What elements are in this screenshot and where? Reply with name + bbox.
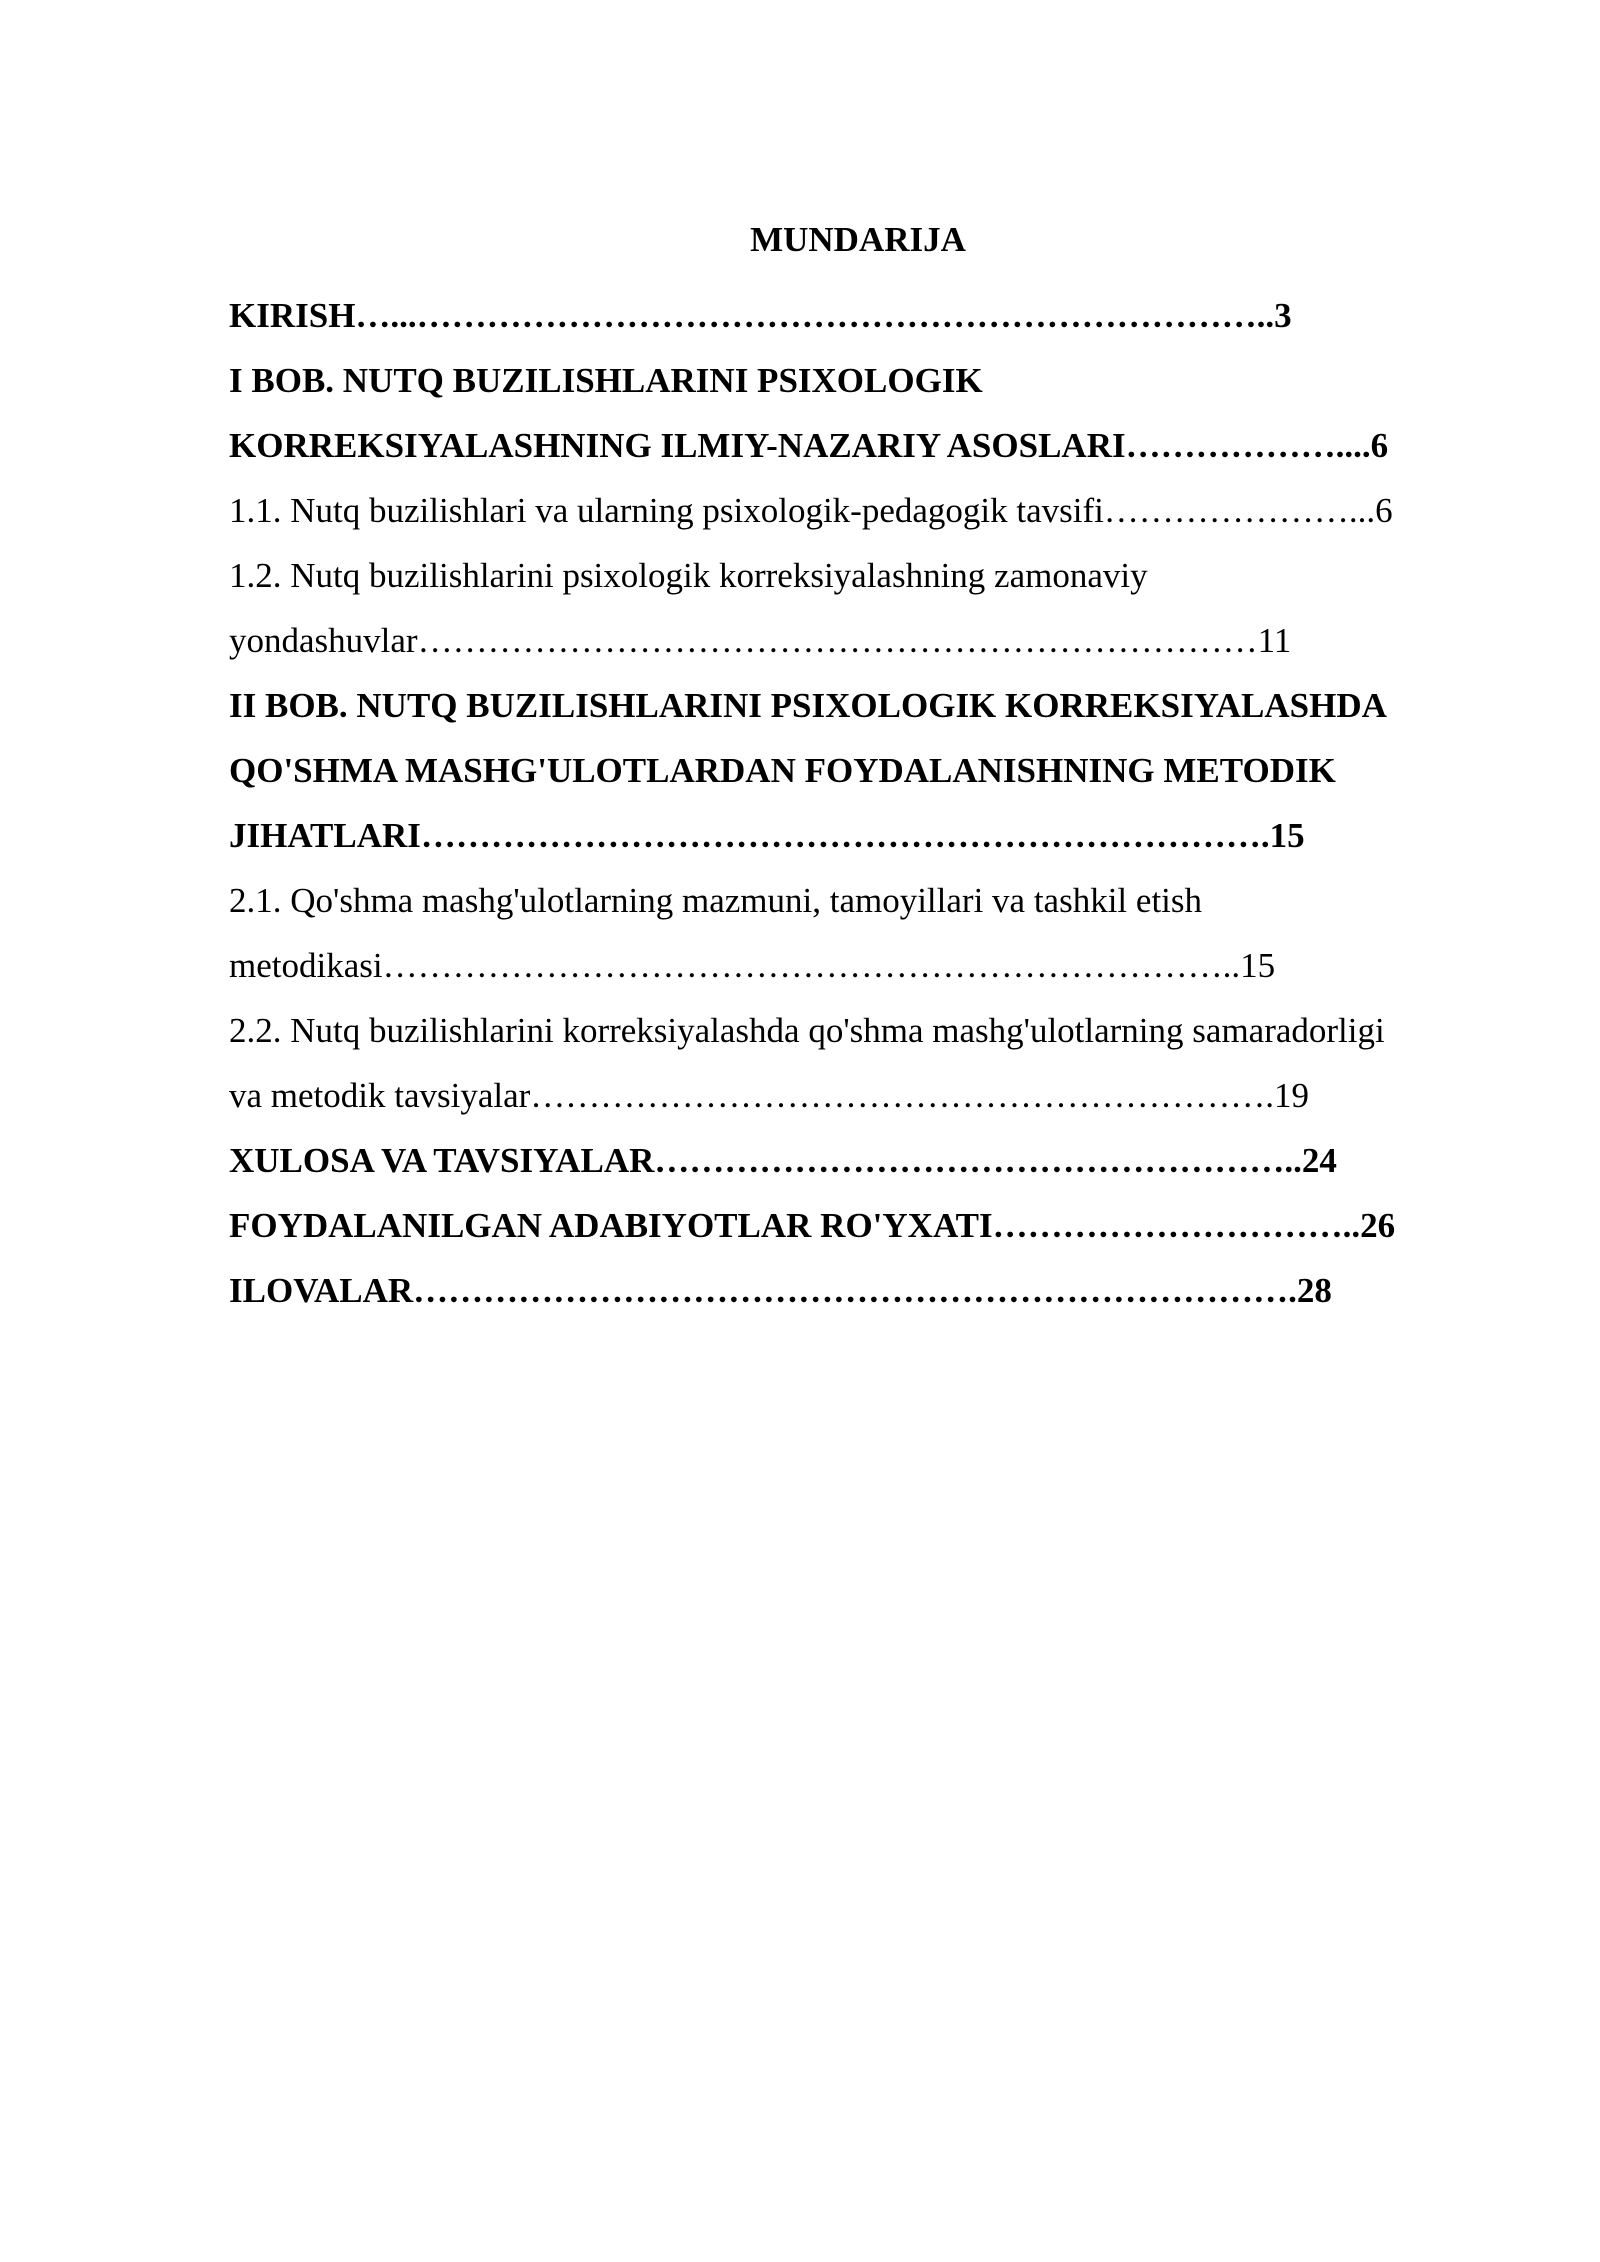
toc-entry-ilovalar: ILOVALAR………………………………………………………………….28 [229, 1271, 1332, 1310]
toc-entry-xulosa: XULOSA VA TAVSIYALAR………………………………………………..24 [229, 1141, 1337, 1180]
toc-entry-chapter-2-title-line-3: JIHATLARI……………………………………………………………….15 [229, 816, 1305, 855]
toc-entry-section-2-2-line-2: va metodik tavsiyalar……………………………………………………….19 [229, 1076, 1310, 1115]
toc-entry-section-2-2-line-1: 2.2. Nutq buzilishlarini korreksiyalashda qo'shma mashg'ulotlarning samaradorligi [229, 1011, 1385, 1050]
toc-entry-section-1-2-line-2: yondashuvlar………………………………………………………………11 [229, 621, 1292, 660]
toc-entry-section-1-1: 1.1. Nutq buzilishlari va ularning psixologik-pedagogik tavsifi…………………...6 [229, 491, 1393, 530]
toc-entry-chapter-2-title-line-2: QO'SHMA MASHG'ULOTLARDAN FOYDALANISHNING METODIK [229, 751, 1336, 790]
toc-entry-chapter-1-title-line-2: KORREKSIYALASHNING ILMIY-NAZARIY ASOSLARI………………....6 [229, 426, 1389, 465]
toc-entry-kirish: KIRISH…...………………………………………………………………..3 [229, 296, 1292, 335]
toc-entry-section-2-1-line-1: 2.1. Qo'shma mashg'ulotlarning mazmuni, tamoyillari va tashkil etish [229, 881, 1203, 920]
toc-entry-section-1-2-line-1: 1.2. Nutq buzilishlarini psixologik korreksiyalashning zamonaviy [229, 556, 1148, 595]
toc-entry-adabiyotlar: FOYDALANILGAN ADABIYOTLAR RO'YXATI…………………………..26 [229, 1206, 1396, 1245]
table-of-contents [229, 218, 1487, 1323]
toc-entry-chapter-2-title-line-1: II BOB. NUTQ BUZILISHLARINI PSIXOLOGIK KORREKSIYALASHDA [229, 686, 1387, 725]
toc-entry-section-2-1-line-2: metodikasi………………………………………………………………..15 [229, 946, 1276, 985]
toc-title: MUNDARIJA [750, 220, 966, 259]
toc-entry-chapter-1-title-line-1: I BOB. NUTQ BUZILISHLARINI PSIXOLOGIK [229, 361, 983, 400]
